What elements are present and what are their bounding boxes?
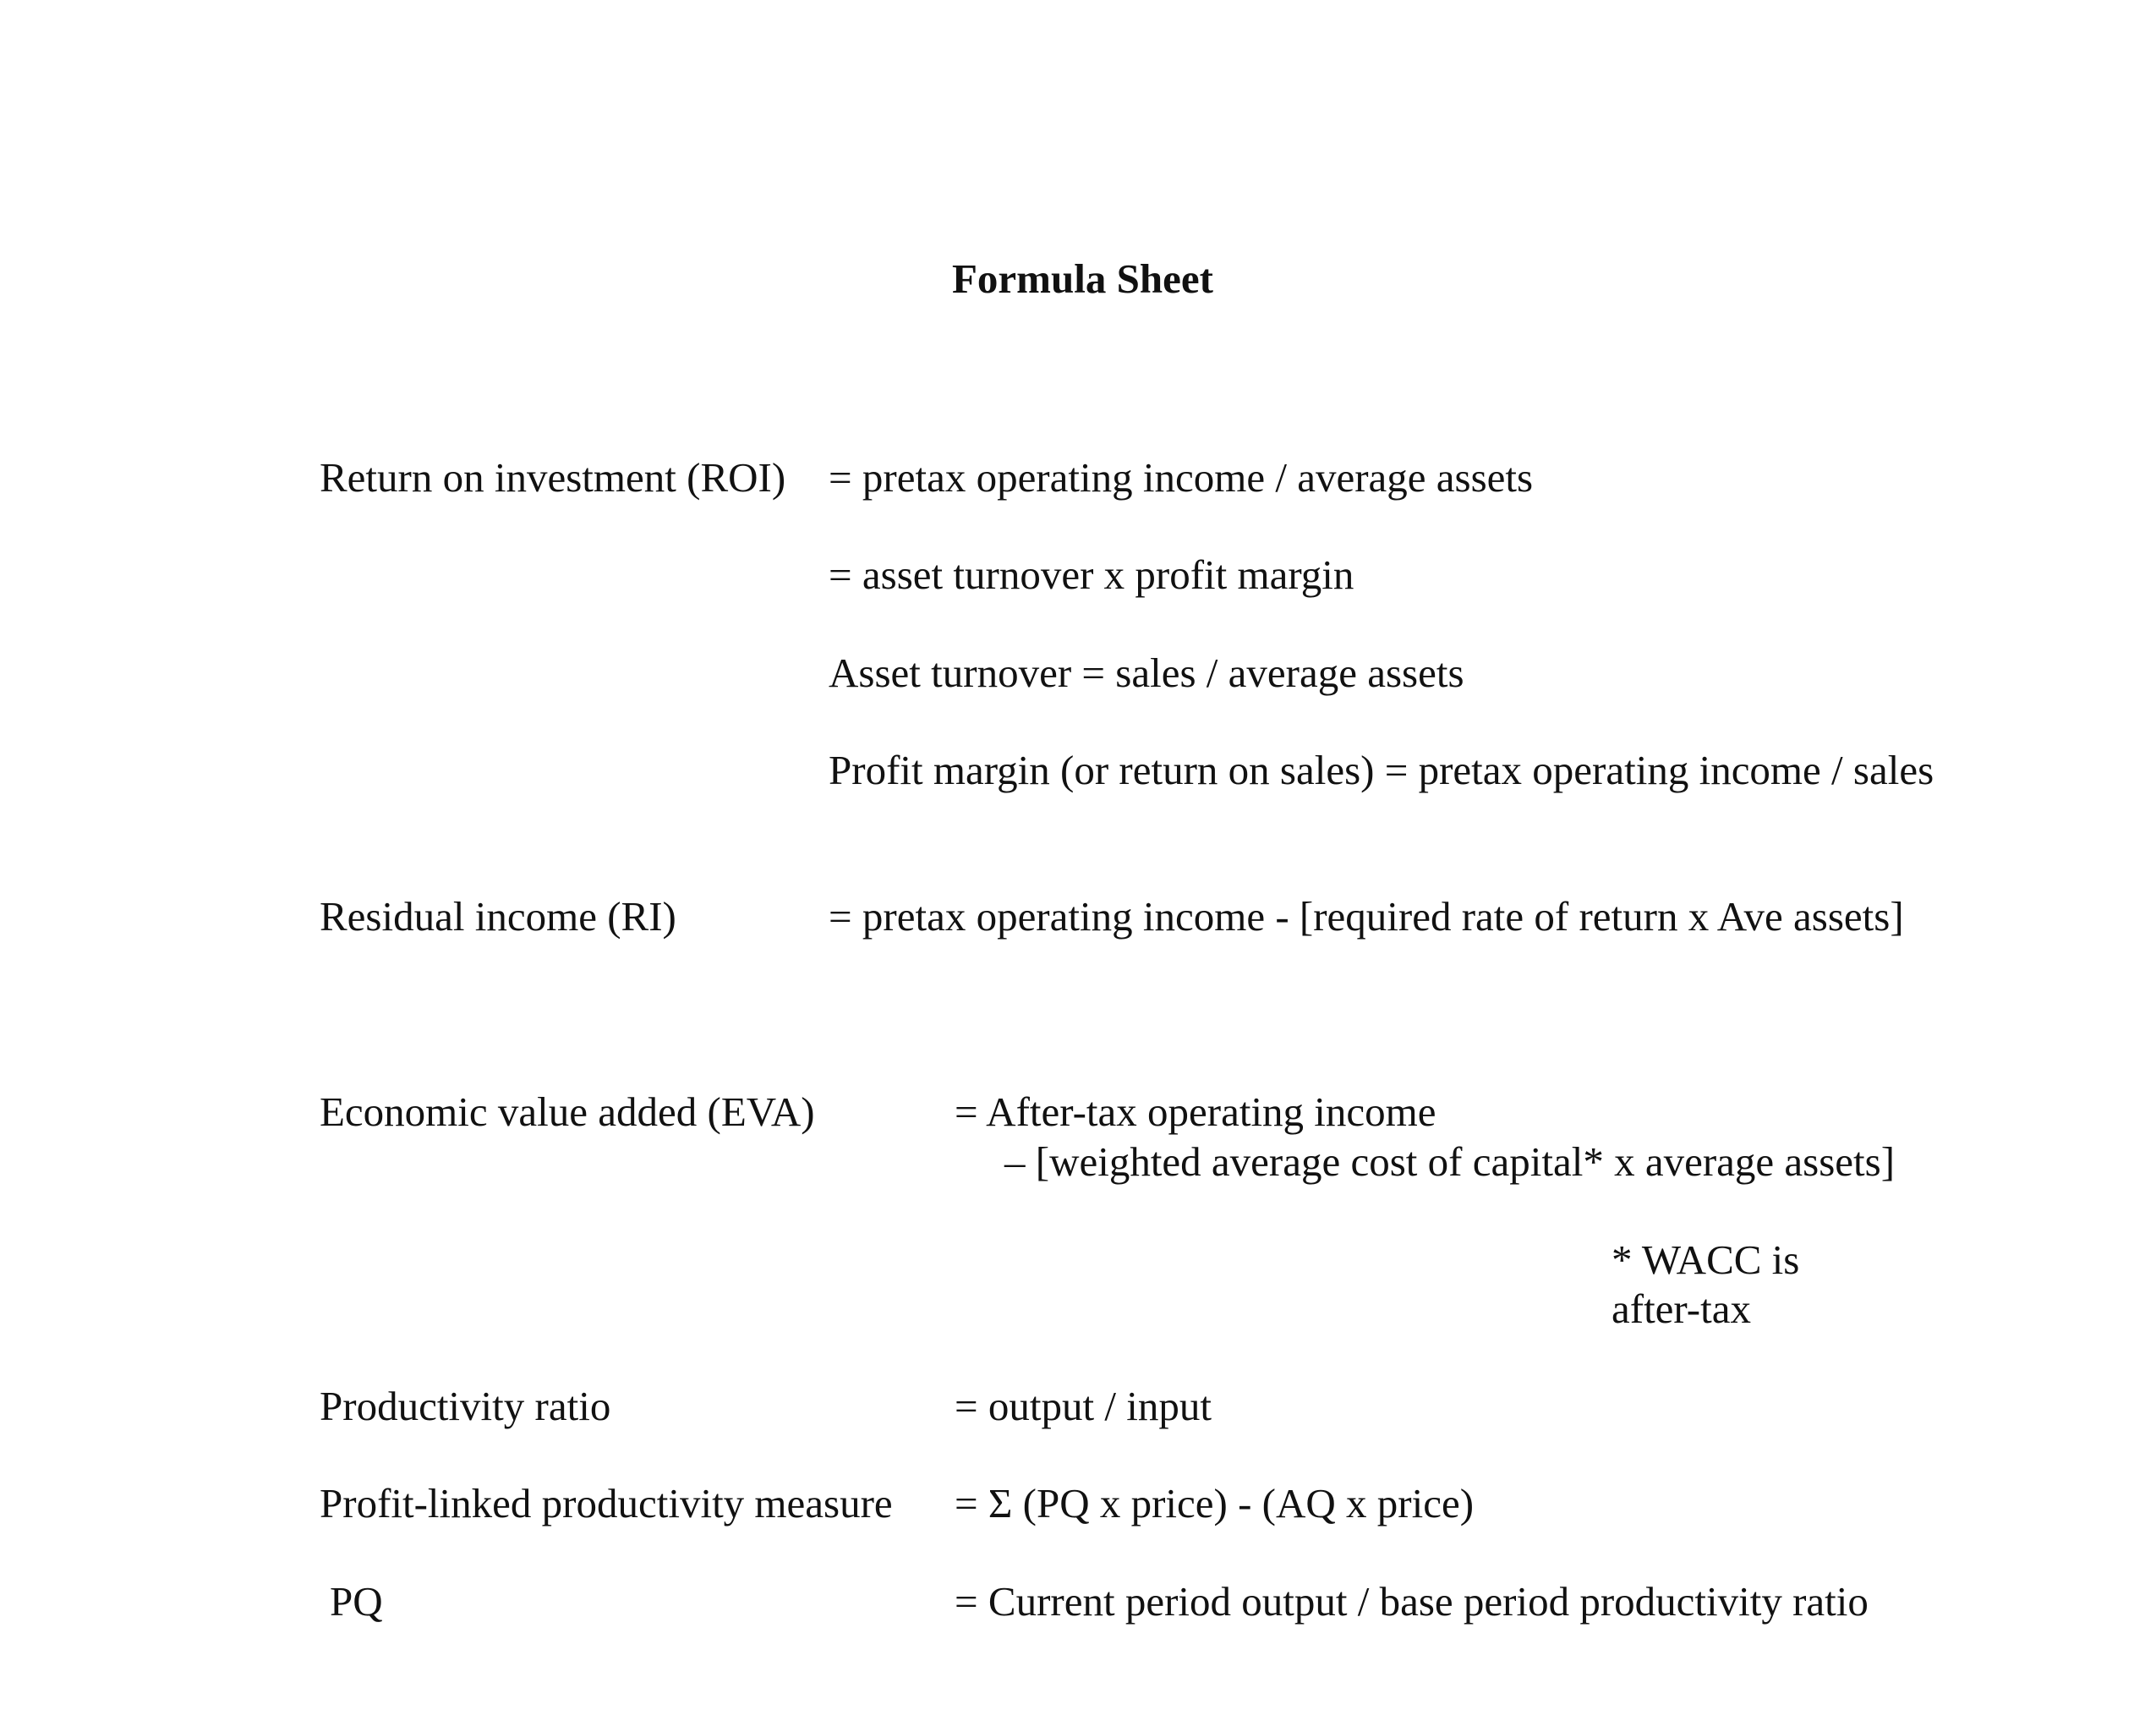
- roi-label: Return on investment (ROI): [320, 454, 786, 501]
- ri-label: Residual income (RI): [320, 893, 676, 940]
- wacc-footnote-line2: after-tax: [1612, 1285, 1751, 1332]
- roi-alt-formula: = asset turnover x profit margin: [829, 551, 1354, 598]
- eva-formula-line1: = After-tax operating income: [955, 1088, 1436, 1135]
- page-title: Formula Sheet: [952, 255, 1213, 302]
- productivity-ratio-label: Productivity ratio: [320, 1383, 611, 1429]
- pq-label: PQ: [330, 1578, 383, 1625]
- profit-margin-formula: Profit margin (or return on sales) = pretax operating income / sales: [829, 747, 1934, 793]
- eva-label: Economic value added (EVA): [320, 1088, 815, 1135]
- profit-linked-formula: = Σ (PQ x price) - (AQ x price): [955, 1480, 1475, 1526]
- pq-formula: = Current period output / base period productivity ratio: [955, 1578, 1869, 1625]
- roi-formula: = pretax operating income / average assets: [829, 454, 1534, 501]
- wacc-footnote-line1: * WACC is: [1612, 1236, 1800, 1283]
- ri-formula: = pretax operating income - [required rate of return x Ave assets]: [829, 893, 1904, 940]
- asset-turnover-formula: Asset turnover = sales / average assets: [829, 650, 1464, 696]
- productivity-ratio-formula: = output / input: [955, 1383, 1212, 1429]
- profit-linked-label: Profit-linked productivity measure: [320, 1480, 893, 1526]
- eva-formula-line2: – [weighted average cost of capital* x average assets]: [1004, 1138, 1896, 1185]
